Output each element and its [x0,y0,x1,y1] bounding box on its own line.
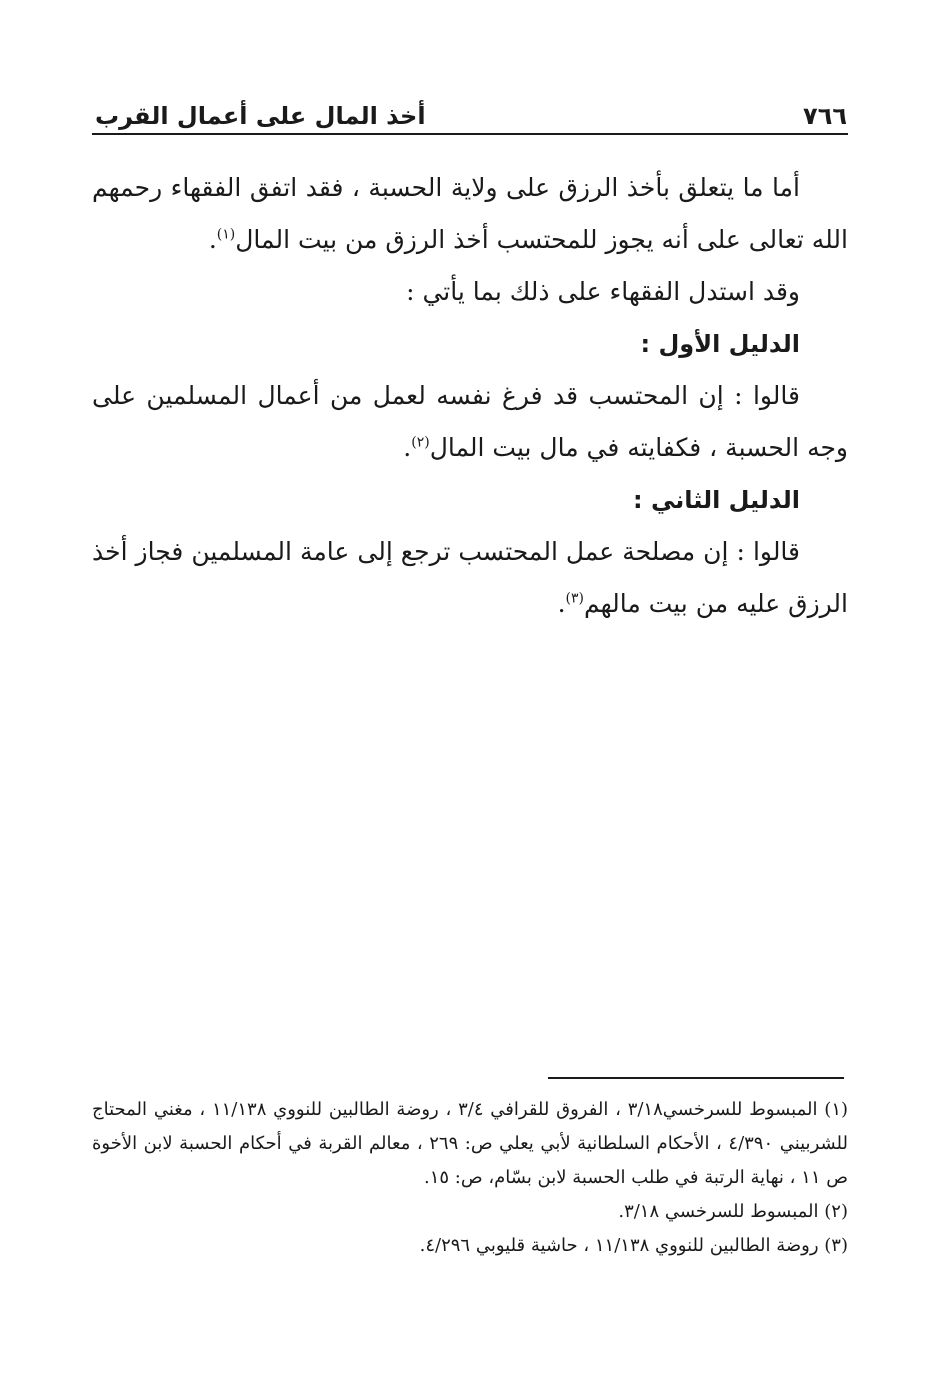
paragraph-3 [92,370,848,474]
footnotes [92,1093,848,1263]
paragraph-4-end: . [557,589,566,618]
paragraph-4-text: قالوا : إن مصلحة عمل المحتسب ترجع إلى عامة المسلمين فجاز أخذ الرزق عليه من بيت مالهم [92,537,848,618]
footnote-3-marker: (٣) [824,1235,848,1256]
footnote-separator [548,1077,844,1079]
footnote-3-text: روضة الطالبين للنووي ١١/١٣٨ ، حاشية قليوبي ٤/٢٩٦. [419,1235,819,1256]
paragraph-1-text: أما ما يتعلق بأخذ الرزق على ولاية الحسبة ، فقد اتفق الفقهاء رحمهم الله تعالى على أنه يجوز للمحتسب أخذ الرزق من بيت المال [92,173,848,254]
paragraph-4 [92,526,848,630]
footnote-1 [92,1093,848,1195]
section-heading-1: الدليل الأول : [640,330,800,358]
running-title: أخذ المال على أعمال القرب [95,102,426,130]
paragraph-1 [92,162,848,266]
footnote-1-text: المبسوط للسرخسي٣/١٨ ، الفروق للقرافي ٣/٤ ، روضة الطالبين للنووي ١١/١٣٨ ، مغني المحتاج للشربيني ٤/٣٩٠ ، الأحكام السلطانية لأبي يعلي ص: ٢٦٩ ، معالم القربة في أحكام الحسبة لابن الأخوة ص ١١ ، نهاية الرتبة في طلب الحسبة لابن بسّام، ص: ١٥. [92,1099,849,1188]
paragraph-3-end: . [403,433,412,462]
footnote-2 [92,1195,848,1229]
paragraph-2: وقد استدل الفقهاء على ذلك بما يأتي : [406,277,800,306]
footnote-2-marker: (٢) [824,1201,848,1222]
paragraph-3-text: قالوا : إن المحتسب قد فرغ نفسه لعمل من أعمال المسلمين على وجه الحسبة ، فكفايته في مال بيت المال [92,381,848,462]
footnote-ref-1[interactable]: (١) [216,226,236,243]
footnote-ref-2[interactable]: (٢) [411,434,430,451]
footnote-ref-3[interactable]: (٣) [565,590,584,607]
footnote-3 [92,1229,848,1263]
page-number: ٧٦٦ [803,102,847,130]
footnote-1-marker: (١) [824,1099,849,1120]
section-heading-2: الدليل الثاني : [633,486,800,514]
footnote-2-text: المبسوط للسرخسي ٣/١٨. [618,1201,819,1222]
main-text [92,162,848,630]
page-header [95,92,847,130]
paragraph-1-end: . [208,225,217,254]
header-rule [92,133,848,135]
